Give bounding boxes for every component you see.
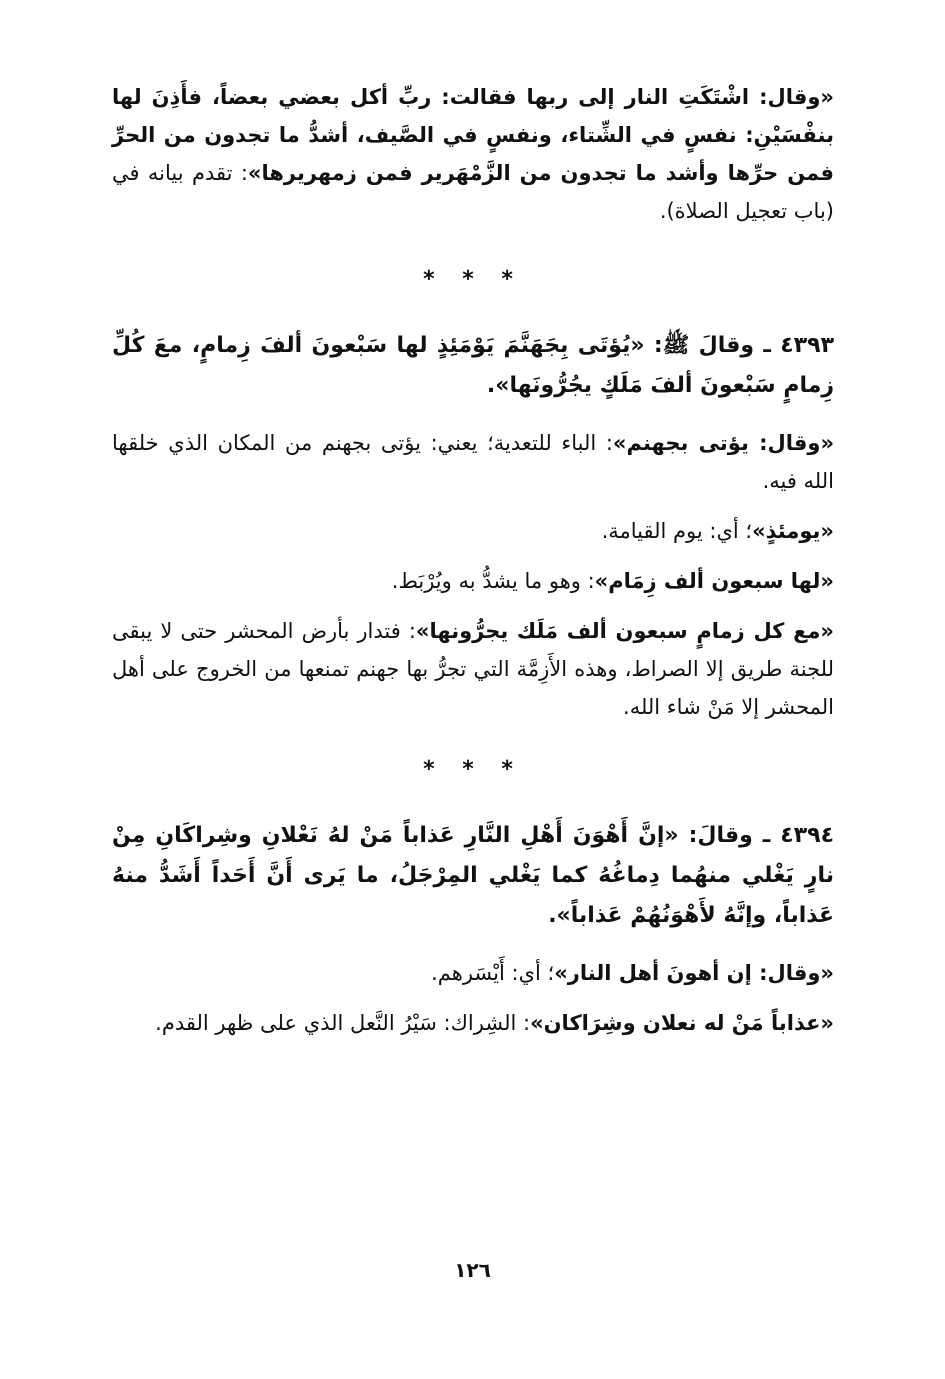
quoted-text: «لها سبعون ألف زِمَام»: [594, 569, 834, 593]
section-separator: * * *: [423, 757, 523, 782]
explanation-text: ؛ أي: يوم القيامة.: [601, 519, 753, 543]
hadith-4394: ٤٣٩٤ ـ وقالَ: «إنَّ أَهْوَنَ أَهْلِ النَّارِ عَذاباً مَنْ لهُ نَعْلانِ وشِراكَانِ مِنْ نارٍ يَغْلي منهُما دِماغُهُ كما يَغْلي المِرْجَلُ، ما يَرى أَنَّ أَحَداً أَشَدُّ منهُ عَذاباً، وإنَّهُ لأَهْوَنُهُمْ عَذاباً».: [112, 823, 834, 928]
commentary-paragraph: [112, 424, 834, 500]
explanation-text: : فتدار بأرض المحشر حتى لا يبقى للجنة طريق إلا الصراط، وهذه الأَزِمَّة التي تجرُّ بها جهنم تمنعها من الخروج على أهل المحشر إلا مَنْ شاء الله.: [112, 619, 834, 719]
commentary-paragraph: [112, 612, 834, 726]
commentary-paragraph: [112, 78, 834, 230]
explanation-text: : وهو ما يشدُّ به ويُرْبَط.: [391, 569, 595, 593]
explanation-text: : الشِراك: سَيْرُ النَّعل الذي على ظهر القدم.: [155, 1011, 531, 1035]
quoted-text: «عذاباً مَنْ له نعلان وشِرَاكان»: [530, 1011, 834, 1035]
quoted-text: «وقال: إن أهونَ أهل النار»: [554, 961, 834, 985]
quoted-text: «وقال: اشْتَكَتِ النار إلى ربها فقالت: ربِّ أكل بعضي بعضاً، فأَذِنَ لها بنفْسَيْنِ: نفسٍ في الشِّتاء، ونفسٍ في الصَّيف، أشدُّ ما تجدون من الحرِّ فمن حرِّها وأشد ما تجدون من الزَّمْهَرير فمن زمهريرها»: [112, 85, 834, 185]
section-separator: * * *: [423, 267, 523, 292]
quoted-text: «يومئذٍ»: [752, 519, 834, 543]
commentary-paragraph: [112, 954, 834, 992]
hadith-4393: ٤٣٩٣ ـ وقالَ ﷺ: «يُؤتَى بِجَهَنَّمَ يَوْمَئِذٍ لها سَبْعونَ ألفَ زِمامٍ، معَ كُلِّ زِمامٍ سَبْعونَ ألفَ مَلَكٍ يجُرُّونَها».: [112, 333, 834, 398]
page-number: ١٢٦: [454, 1258, 491, 1282]
quoted-text: «مع كل زمامٍ سبعون ألف مَلَك يجرُّونها»: [415, 619, 834, 643]
commentary-paragraph: [112, 1004, 834, 1042]
commentary-paragraph: [112, 512, 834, 550]
explanation-text: : الباء للتعدية؛ يعني: يؤتى بجهنم من المكان الذي خلقها الله فيه.: [112, 431, 834, 493]
quoted-text: «وقال: يؤتى بجهنم»: [612, 431, 835, 455]
page-body: [112, 78, 834, 1042]
explanation-text: ؛ أي: أَيْسَرهم.: [431, 961, 555, 985]
commentary-paragraph: [112, 562, 834, 600]
explanation-text: : تقدم بيانه في (باب تعجيل الصلاة).: [112, 161, 834, 223]
